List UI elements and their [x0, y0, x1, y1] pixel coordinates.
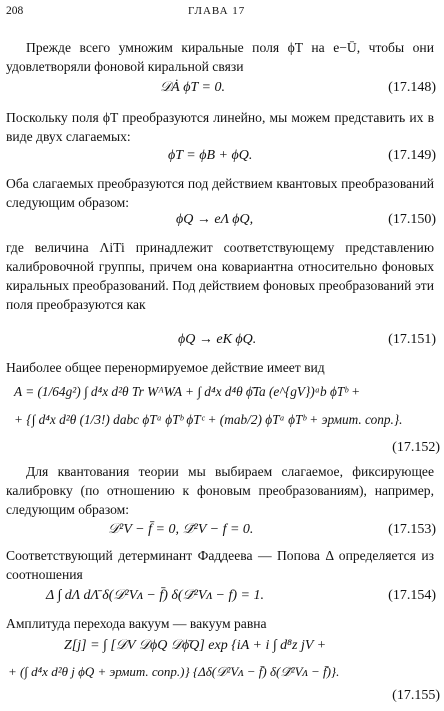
equation-expression: 𝒟²V − f̄ = 0, 𝒟̄²V − f = 0. [108, 522, 254, 537]
equation-number: (17.154) [388, 588, 436, 603]
paragraph-1: Прежде всего умножим киральные поля ϕT на e−Ū, чтобы они удовлетворяли фоновой киральной связи [6, 40, 434, 74]
equation-line-1: A = (1/64g²) ∫ d⁴x d²θ Tr WᴬWA + ∫ d⁴x d⁴θ ϕ̄Ta (e^{gV})ᵃb ϕTᵇ + [14, 384, 361, 399]
equation-number: (17.148) [388, 80, 436, 95]
equation-line-2: + {∫ d⁴x d²θ (1/3!) dabc ϕTᵃ ϕTᵇ ϕTᶜ + (mab/2) ϕTᵃ ϕTᵇ + эрмит. сопр.}. [14, 412, 403, 427]
paragraph-2: Поскольку поля ϕT преобразуются линейно, мы можем представить их в виде двух слагаемых: [6, 110, 434, 144]
equation-number: (17.153) [388, 522, 436, 537]
equation-expression: Δ ∫ dΛ dΛ̄ δ(𝒟²Vᴧ − f̄) δ(𝒟̄²Vᴧ − f) = 1. [46, 588, 265, 603]
equation-number: (17.155) [392, 688, 440, 703]
paragraph-3: Оба слагаемых преобразуются под действием квантовых преобразований следующим образом: [6, 176, 434, 210]
paragraph-7: Соответствующий детерминант Фаддеева — Попова Δ определяется из соотношения [6, 548, 434, 582]
equation-expression: ϕT = ϕB + ϕQ. [168, 148, 253, 163]
equation-line-2: + (∫ d⁴x d²θ j ϕQ + эрмит. сопр.)} {Δδ(𝒟²Vᴧ − f̄) δ(𝒟̄²Vᴧ − f̄)}. [8, 664, 340, 679]
equation-expression: ϕQ → eK ϕQ. [178, 332, 257, 347]
equation-expression: 𝒟Ȧ ϕT = 0. [160, 80, 225, 95]
equation-17-151 [0, 330, 440, 354]
equation-line-1: Z[j] = ∫ [𝒟V 𝒟ϕQ 𝒟ϕ̄Q] exp {iA + i ∫ d⁸z jV + [64, 638, 327, 653]
equation-17-148 [0, 78, 440, 102]
equation-17-154 [0, 586, 440, 610]
paragraph-6: Для квантования теории мы выбираем слагаемое, фиксирующее калибровку (по отношению к фоновым преобразованиям), например, следующим образом: [6, 464, 434, 517]
equation-17-150 [0, 210, 440, 234]
equation-number: (17.151) [388, 332, 436, 347]
equation-17-153 [0, 520, 440, 544]
running-header: ГЛАВА 17 [188, 5, 246, 17]
equation-number: (17.149) [388, 148, 436, 163]
equation-expression: ϕQ → eΛ ϕQ, [176, 212, 254, 227]
paragraph-4: где величина ΛiTi принадлежит соответствующему представлению калибровочной группы, причем она ковариантна относительно фоновых киральных преобразований. Под действием фоновых преобразований эти поля преобразуются как [6, 240, 434, 312]
paragraph-8: Амплитуда перехода вакуум — вакуум равна [6, 616, 267, 631]
equation-17-149 [0, 146, 440, 170]
equation-number: (17.150) [388, 212, 436, 227]
page-number: 208 [6, 5, 24, 17]
equation-number: (17.152) [392, 440, 440, 455]
paragraph-5: Наиболее общее перенормируемое действие имеет вид [6, 360, 325, 375]
